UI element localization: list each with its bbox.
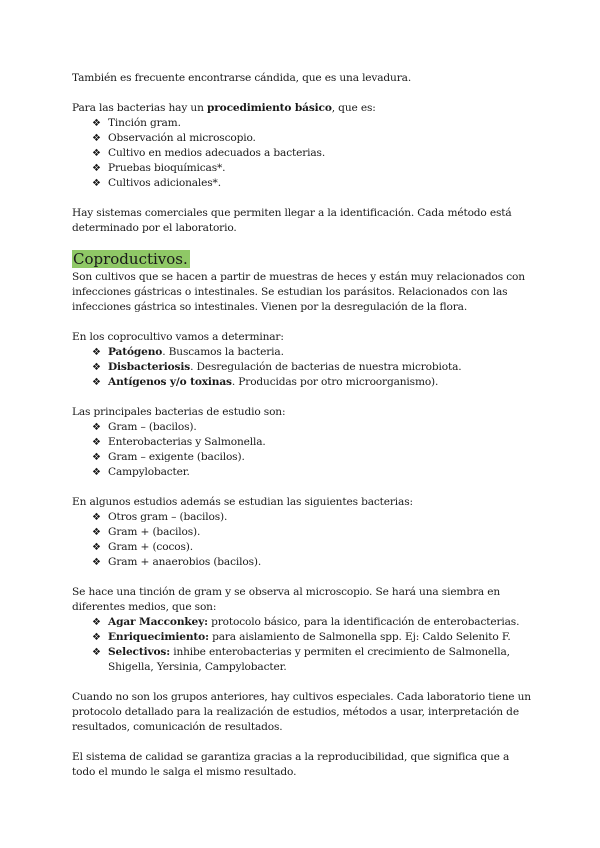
other-studies-intro: En algunos estudios además se estudian las siguientes bacterias: xyxy=(72,496,413,508)
list-item: ❖ Agar Macconkey: protocolo básico, para la identificación de enterobacterias. xyxy=(92,615,532,630)
procedure-paragraph: Para las bacterias hay un procedimiento básico, que es: xyxy=(72,102,376,114)
list-item: ❖ Cultivos adicionales*. xyxy=(92,176,532,191)
list-item: ❖ Selectivos: inhibe enterobacterias y permiten el crecimiento de Salmonella, Shigella, Yersinia, Campylobacter. xyxy=(92,645,532,675)
main-bacteria-intro: Las principales bacterias de estudio son: xyxy=(72,406,286,418)
list-item: ❖ Enterobacterias y Salmonella. xyxy=(92,435,532,450)
list-item: ❖ Gram – (bacilos). xyxy=(92,420,532,435)
determine-list xyxy=(72,345,532,390)
list-item: ❖ Pruebas bioquímicas*. xyxy=(92,161,532,176)
list-item: ❖ Antígenos y/o toxinas. Producidas por otro microorganismo). xyxy=(92,375,532,390)
intro-paragraph: También es frecuente encontrarse cándida, que es una levadura. xyxy=(72,72,412,84)
quality-paragraph: El sistema de calidad se garantiza gracias a la reproducibilidad, que significa que a todo el mundo le salga el mismo resultado. xyxy=(72,751,510,778)
determine-intro: En los coprocultivo vamos a determinar: xyxy=(72,331,284,343)
stain-list xyxy=(72,615,532,675)
list-item: ❖ Gram + anaerobios (bacilos). xyxy=(92,555,532,570)
stain-intro: Se hace una tinción de gram y se observa al microscopio. Se hará una siembra en diferentes medios, que son: xyxy=(72,586,501,613)
list-item: ❖ Gram + (cocos). xyxy=(92,540,532,555)
list-item: ❖ Enriquecimiento: para aislamiento de Salmonella spp. Ej: Caldo Selenito F. xyxy=(92,630,532,645)
list-item: ❖ Gram + (bacilos). xyxy=(92,525,532,540)
list-item: ❖ Tinción gram. xyxy=(92,116,532,131)
list-item: ❖ Observación al microscopio. xyxy=(92,131,532,146)
procedure-list xyxy=(72,116,532,191)
list-item: ❖ Disbacteriosis. Desregulación de bacterias de nuestra microbiota. xyxy=(92,360,532,375)
other-studies-list xyxy=(72,510,532,570)
section-heading: Coproductivos. xyxy=(73,250,188,268)
list-item: ❖ Gram – exigente (bacilos). xyxy=(92,450,532,465)
special-paragraph: Cuando no son los grupos anteriores, hay cultivos especiales. Cada laboratorio tiene un protocolo detallado para la realización de estudios, métodos a usar, interpretación de resultados, comunicación de resultados. xyxy=(72,691,531,733)
commercial-paragraph: Hay sistemas comerciales que permiten llegar a la identificación. Cada método está determinado por el laboratorio. xyxy=(72,207,512,234)
main-bacteria-list xyxy=(72,420,532,480)
list-item: ❖ Patógeno. Buscamos la bacteria. xyxy=(92,345,532,360)
list-item: ❖ Otros gram – (bacilos). xyxy=(92,510,532,525)
procedure-bold: procedimiento básico xyxy=(206,102,332,114)
coprocultivos-paragraph: Son cultivos que se hacen a partir de muestras de heces y están muy relacionados con infecciones gástricas o intestinales. Se estudian los parásitos. Relacionados con las infecciones gástrica so intestinales. Vienen por la desregulación de la flora. xyxy=(72,271,525,313)
list-item: ❖ Cultivo en medios adecuados a bacterias. xyxy=(92,146,532,161)
document-body xyxy=(72,71,532,780)
list-item: ❖ Campylobacter. xyxy=(92,465,532,480)
